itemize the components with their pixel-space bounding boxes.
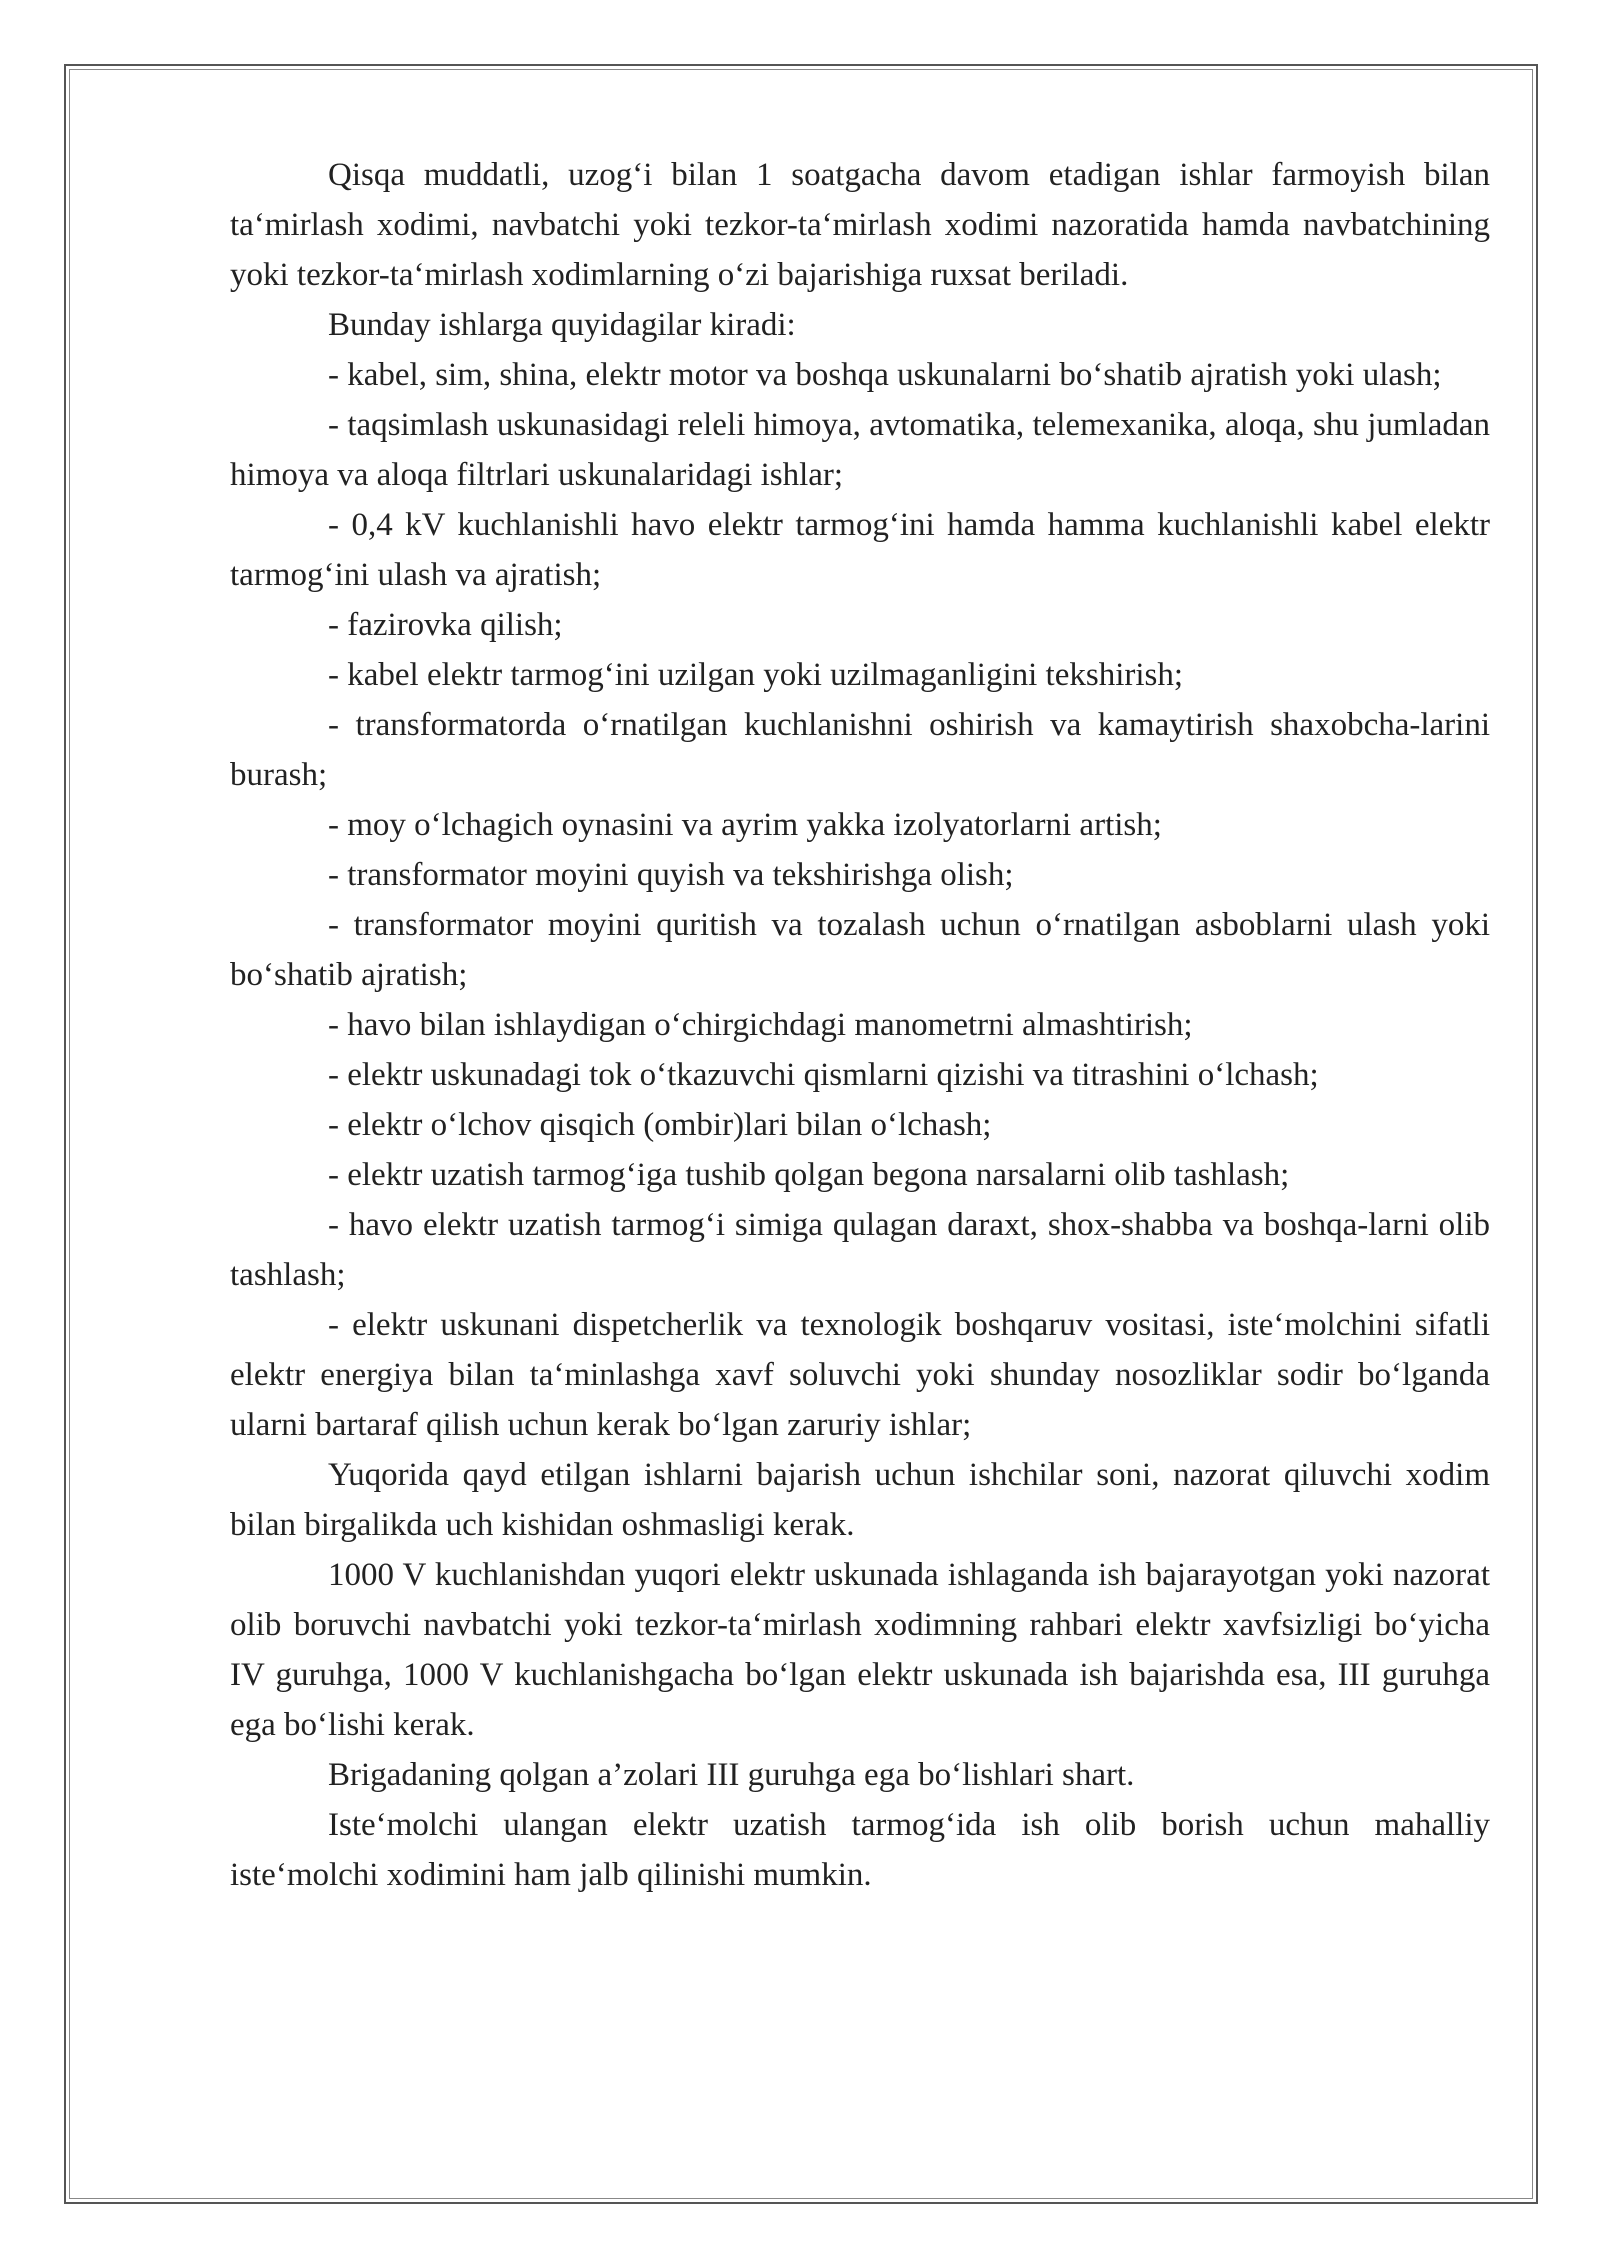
document-body	[230, 150, 1490, 1900]
list-item: - kabel, sim, shina, elektr motor va boshqa uskunalarni bo‘shatib ajratish yoki ulash;	[328, 357, 1442, 393]
list-item: - transformator moyini quyish va tekshirishga olish;	[328, 857, 1014, 893]
paragraph: Yuqorida qayd etilgan ishlarni bajarish uchun ishchilar soni, nazorat qiluvchi xodim bilan birgalikda uch kishidan oshmasligi kerak.	[230, 1457, 1490, 1543]
paragraph: Bunday ishlarga quyidagilar kiradi:	[328, 307, 796, 343]
list-item: - havo elektr uzatish tarmog‘i simiga qulagan daraxt, shox-shabba va boshqa-larni olib tashlash;	[230, 1207, 1490, 1293]
list-item: - elektr uskunadagi tok o‘tkazuvchi qismlarni qizishi va titrashini o‘lchash;	[328, 1057, 1319, 1093]
list-item: - fazirovka qilish;	[328, 607, 563, 643]
paragraph: Brigadaning qolgan a’zolari III guruhga ega bo‘lishlari shart.	[328, 1757, 1135, 1793]
list-item: - elektr uskunani dispetcherlik va texnologik boshqaruv vositasi, iste‘molchini sifatli elektr energiya bilan ta‘minlashga xavf soluvchi yoki shunday nosozliklar sodir bo‘lganda ularni bartaraf qilish uchun kerak bo‘lgan zaruriy ishlar;	[230, 1307, 1490, 1443]
list-item: - moy o‘lchagich oynasini va ayrim yakka izolyatorlarni artish;	[328, 807, 1162, 843]
list-item: - 0,4 kV kuchlanishli havo elektr tarmog‘ini hamda hamma kuchlanishli kabel elektr tarmog‘ini ulash va ajratish;	[230, 507, 1490, 593]
list-item: - transformatorda o‘rnatilgan kuchlanishni oshirish va kamaytirish shaxobcha-larini burash;	[230, 707, 1490, 793]
paragraph: Iste‘molchi ulangan elektr uzatish tarmog‘ida ish olib borish uchun mahalliy iste‘molchi xodimini ham jalb qilinishi mumkin.	[230, 1807, 1490, 1893]
list-item: - transformator moyini quritish va tozalash uchun o‘rnatilgan asboblarni ulash yoki bo‘shatib ajratish;	[230, 907, 1490, 993]
list-item: - havo bilan ishlaydigan o‘chirgichdagi manometrni almashtirish;	[328, 1007, 1193, 1043]
paragraph: Qisqa muddatli, uzog‘i bilan 1 soatgacha davom etadigan ishlar farmoyish bilan ta‘mirlash xodimi, navbatchi yoki tezkor-ta‘mirlash xodimi nazoratida hamda navbatchining yoki tezkor-ta‘mirlash xodimlarning o‘zi bajarishiga ruxsat beriladi.	[230, 157, 1490, 293]
list-item: - elektr o‘lchov qisqich (ombir)lari bilan o‘lchash;	[328, 1107, 992, 1143]
list-item: - taqsimlash uskunasidagi releli himoya, avtomatika, telemexanika, aloqa, shu jumladan himoya va aloqa filtrlari uskunalaridagi ishlar;	[230, 407, 1490, 493]
paragraph: 1000 V kuchlanishdan yuqori elektr uskunada ishlaganda ish bajarayotgan yoki nazorat olib boruvchi navbatchi yoki tezkor-ta‘mirlash xodimning rahbari elektr xavfsizligi bo‘yicha IV guruhga, 1000 V kuchlanishgacha bo‘lgan elektr uskunada ish bajarishda esa, III guruhga ega bo‘lishi kerak.	[230, 1557, 1490, 1743]
list-item: - kabel elektr tarmog‘ini uzilgan yoki uzilmaganligini tekshirish;	[328, 657, 1184, 693]
list-item: - elektr uzatish tarmog‘iga tushib qolgan begona narsalarni olib tashlash;	[328, 1157, 1290, 1193]
